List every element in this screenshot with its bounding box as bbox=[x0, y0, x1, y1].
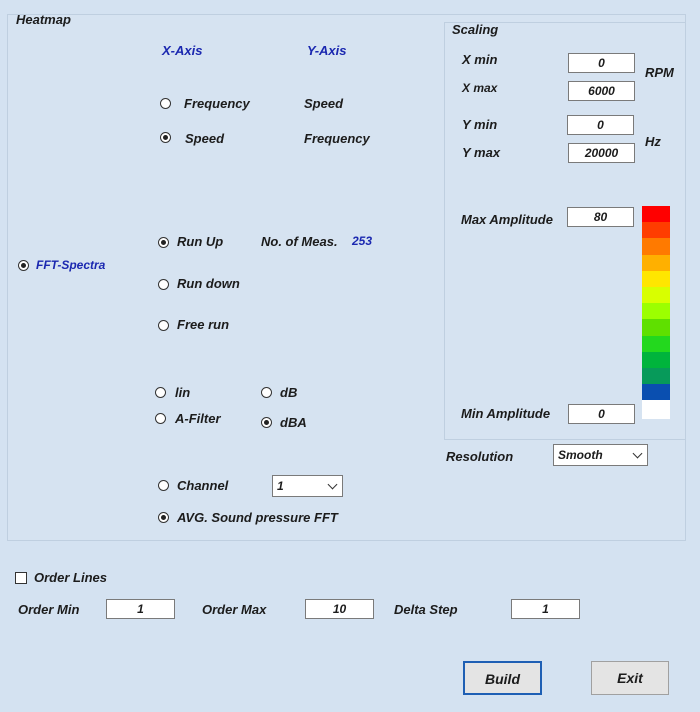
max-amplitude-input[interactable]: 80 bbox=[567, 207, 634, 227]
order-max-label: Order Max bbox=[202, 602, 267, 617]
x-max-input[interactable]: 6000 bbox=[568, 81, 635, 101]
axis-option-2-x-label[interactable]: Speed bbox=[185, 131, 225, 146]
min-amplitude-input[interactable]: 0 bbox=[568, 404, 635, 424]
x-max-label: X max bbox=[462, 81, 498, 95]
x-unit-label: RPM bbox=[645, 65, 674, 80]
y-min-input[interactable]: 0 bbox=[567, 115, 634, 135]
free-run-radio[interactable] bbox=[158, 320, 169, 331]
db-radio[interactable] bbox=[261, 387, 272, 398]
dba-radio[interactable] bbox=[261, 417, 272, 428]
axis-option-1-x-label[interactable]: Frequency bbox=[184, 96, 250, 111]
delta-step-input[interactable]: 1 bbox=[511, 599, 580, 619]
x-min-input[interactable]: 0 bbox=[568, 53, 635, 73]
axis-option-speed-radio[interactable] bbox=[160, 132, 171, 143]
min-amplitude-label: Min Amplitude bbox=[461, 406, 551, 421]
exit-button[interactable]: Exit bbox=[591, 661, 669, 695]
run-up-label[interactable]: Run Up bbox=[177, 234, 224, 249]
fft-spectra-radio[interactable] bbox=[18, 260, 29, 271]
channel-radio[interactable] bbox=[158, 480, 169, 491]
run-up-radio[interactable] bbox=[158, 237, 169, 248]
x-min-label: X min bbox=[462, 52, 498, 67]
order-max-input[interactable]: 10 bbox=[305, 599, 374, 619]
a-filter-label[interactable]: A-Filter bbox=[175, 411, 221, 426]
scaling-title: Scaling bbox=[452, 22, 499, 37]
order-lines-checkbox[interactable] bbox=[15, 572, 27, 584]
y-min-label: Y min bbox=[462, 117, 498, 132]
y-unit-label: Hz bbox=[645, 134, 661, 149]
delta-step-label: Delta Step bbox=[394, 602, 458, 617]
channel-select[interactable] bbox=[272, 475, 343, 497]
chevron-down-icon bbox=[328, 480, 338, 490]
max-amplitude-label: Max Amplitude bbox=[461, 212, 553, 227]
db-label[interactable]: dB bbox=[280, 385, 298, 400]
channel-select-value: 1 bbox=[277, 479, 284, 493]
colorbar-cell bbox=[642, 400, 670, 419]
resolution-select[interactable] bbox=[553, 444, 648, 466]
axis-option-2-y-label: Frequency bbox=[304, 131, 370, 146]
y-axis-header: Y-Axis bbox=[307, 43, 347, 58]
no-of-meas-value: 253 bbox=[352, 234, 373, 248]
build-button[interactable]: Build bbox=[463, 661, 542, 695]
heatmap-title: Heatmap bbox=[16, 12, 71, 27]
free-run-label[interactable]: Free run bbox=[177, 317, 230, 332]
avg-sound-pressure-radio[interactable] bbox=[158, 512, 169, 523]
a-filter-radio[interactable] bbox=[155, 413, 166, 424]
order-lines-label[interactable]: Order Lines bbox=[34, 570, 107, 585]
order-min-input[interactable]: 1 bbox=[106, 599, 175, 619]
axis-option-frequency-radio[interactable] bbox=[160, 98, 171, 109]
lin-radio[interactable] bbox=[155, 387, 166, 398]
order-min-label: Order Min bbox=[18, 602, 80, 617]
run-down-radio[interactable] bbox=[158, 279, 169, 290]
dba-label[interactable]: dBA bbox=[280, 415, 307, 430]
no-of-meas-label: No. of Meas. bbox=[261, 234, 338, 249]
fft-spectra-label[interactable]: FFT-Spectra bbox=[36, 258, 106, 272]
run-down-label[interactable]: Run down bbox=[177, 276, 240, 291]
chevron-down-icon bbox=[633, 449, 643, 459]
avg-sound-pressure-label[interactable]: AVG. Sound pressure FFT bbox=[177, 510, 338, 525]
resolution-label: Resolution bbox=[446, 449, 514, 464]
resolution-select-value: Smooth bbox=[558, 448, 603, 462]
axis-option-1-y-label: Speed bbox=[304, 96, 344, 111]
channel-label[interactable]: Channel bbox=[177, 478, 229, 493]
y-max-input[interactable]: 20000 bbox=[568, 143, 635, 163]
lin-label[interactable]: lin bbox=[175, 385, 191, 400]
x-axis-header: X-Axis bbox=[162, 43, 203, 58]
y-max-label: Y max bbox=[462, 145, 501, 160]
